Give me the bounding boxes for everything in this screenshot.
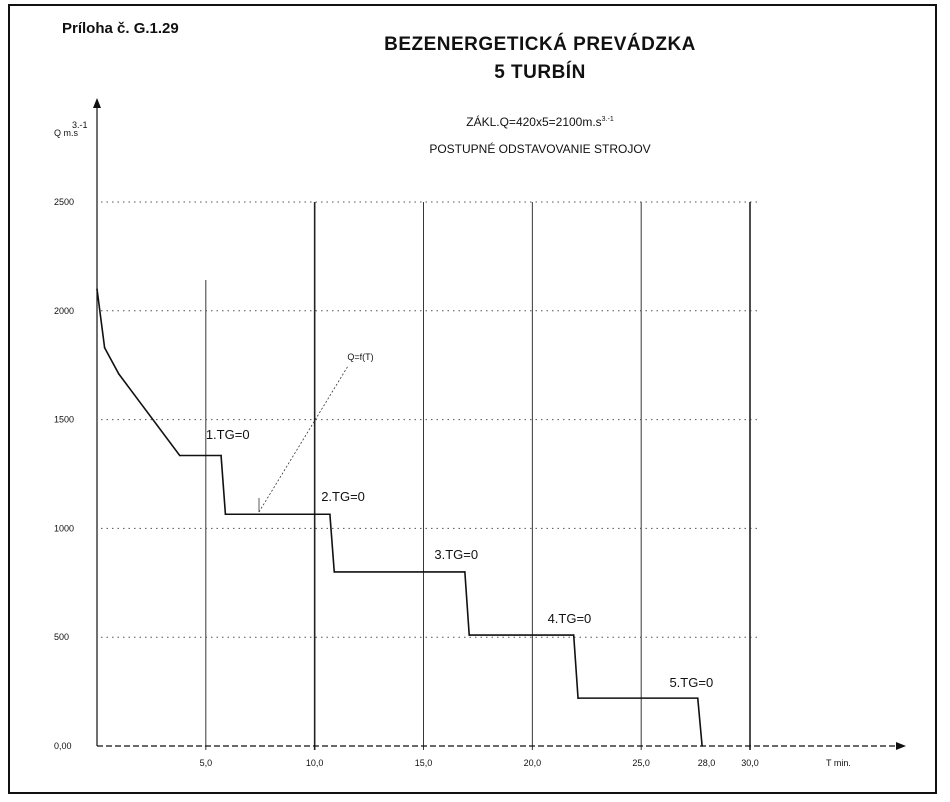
annotation-label-1: 2.TG=0 [321,489,365,505]
y-axis-label: Q m.s [54,128,78,138]
series-point-0-8 [464,571,466,573]
series-point-0-5 [225,513,227,515]
x-tick-label-4: 25,0 [632,758,650,768]
subtitle-unit-exponent: 3.-1 [601,116,614,123]
annotation-label-2: 3.TG=0 [434,546,479,562]
series-point-0-1 [104,347,106,349]
subtitle-base-flow: ZÁKL.Q=420x5=2100m.s [466,115,602,129]
series-point-0-4 [220,455,222,457]
x-tick-label-6: 30,0 [741,758,759,768]
x-axis-arrow-icon [896,742,906,750]
annex-label: Príloha č. G.1.29 [62,20,179,37]
annotation-label-3: 4.TG=0 [547,611,592,627]
series-point-0-9 [468,634,470,636]
y-tick-label-1: 500 [54,632,70,643]
title-line-2: 5 TURBÍN [494,62,586,83]
series-point-0-12 [697,697,699,699]
series-point-0-10 [573,634,575,636]
x-tick-label-5: 28,0 [697,758,716,768]
series-point-0-0 [96,288,98,290]
subtitle-line-2: POSTUPNÉ ODSTAVOVANIE STROJOV [429,142,651,156]
series-label: Q=f(T) [347,351,374,362]
series-point-0-7 [333,571,335,573]
y-tick-label-2: 1000 [54,523,75,534]
series-point-0-6 [329,513,331,515]
series-point-0-3 [179,455,181,457]
series-point-0-11 [577,697,579,699]
series-point-0-2 [118,373,120,375]
series-point-0-13 [701,745,703,747]
y-tick-label-4: 2000 [54,305,75,316]
y-axis-label-exponent: 3.-1 [72,120,88,130]
y-axis-arrow-icon [93,98,101,108]
annotation-label-4: 5.TG=0 [669,675,714,691]
x-tick-label-3: 20,0 [523,758,542,768]
x-tick-label-0: 5,0 [199,758,213,768]
x-tick-label-2: 15,0 [414,758,433,768]
x-axis-label: T min. [826,758,851,768]
series-line-0 [97,289,702,746]
y-tick-label-5: 2500 [54,197,75,207]
annotation-label-0: 1.TG=0 [205,427,250,443]
x-tick-label-1: 10,0 [305,758,324,768]
title-line-1: BEZENERGETICKÁ PREVÁDZKA [384,34,696,55]
y-tick-label-0: 0,00 [54,741,72,751]
y-tick-label-3: 1500 [54,414,75,425]
